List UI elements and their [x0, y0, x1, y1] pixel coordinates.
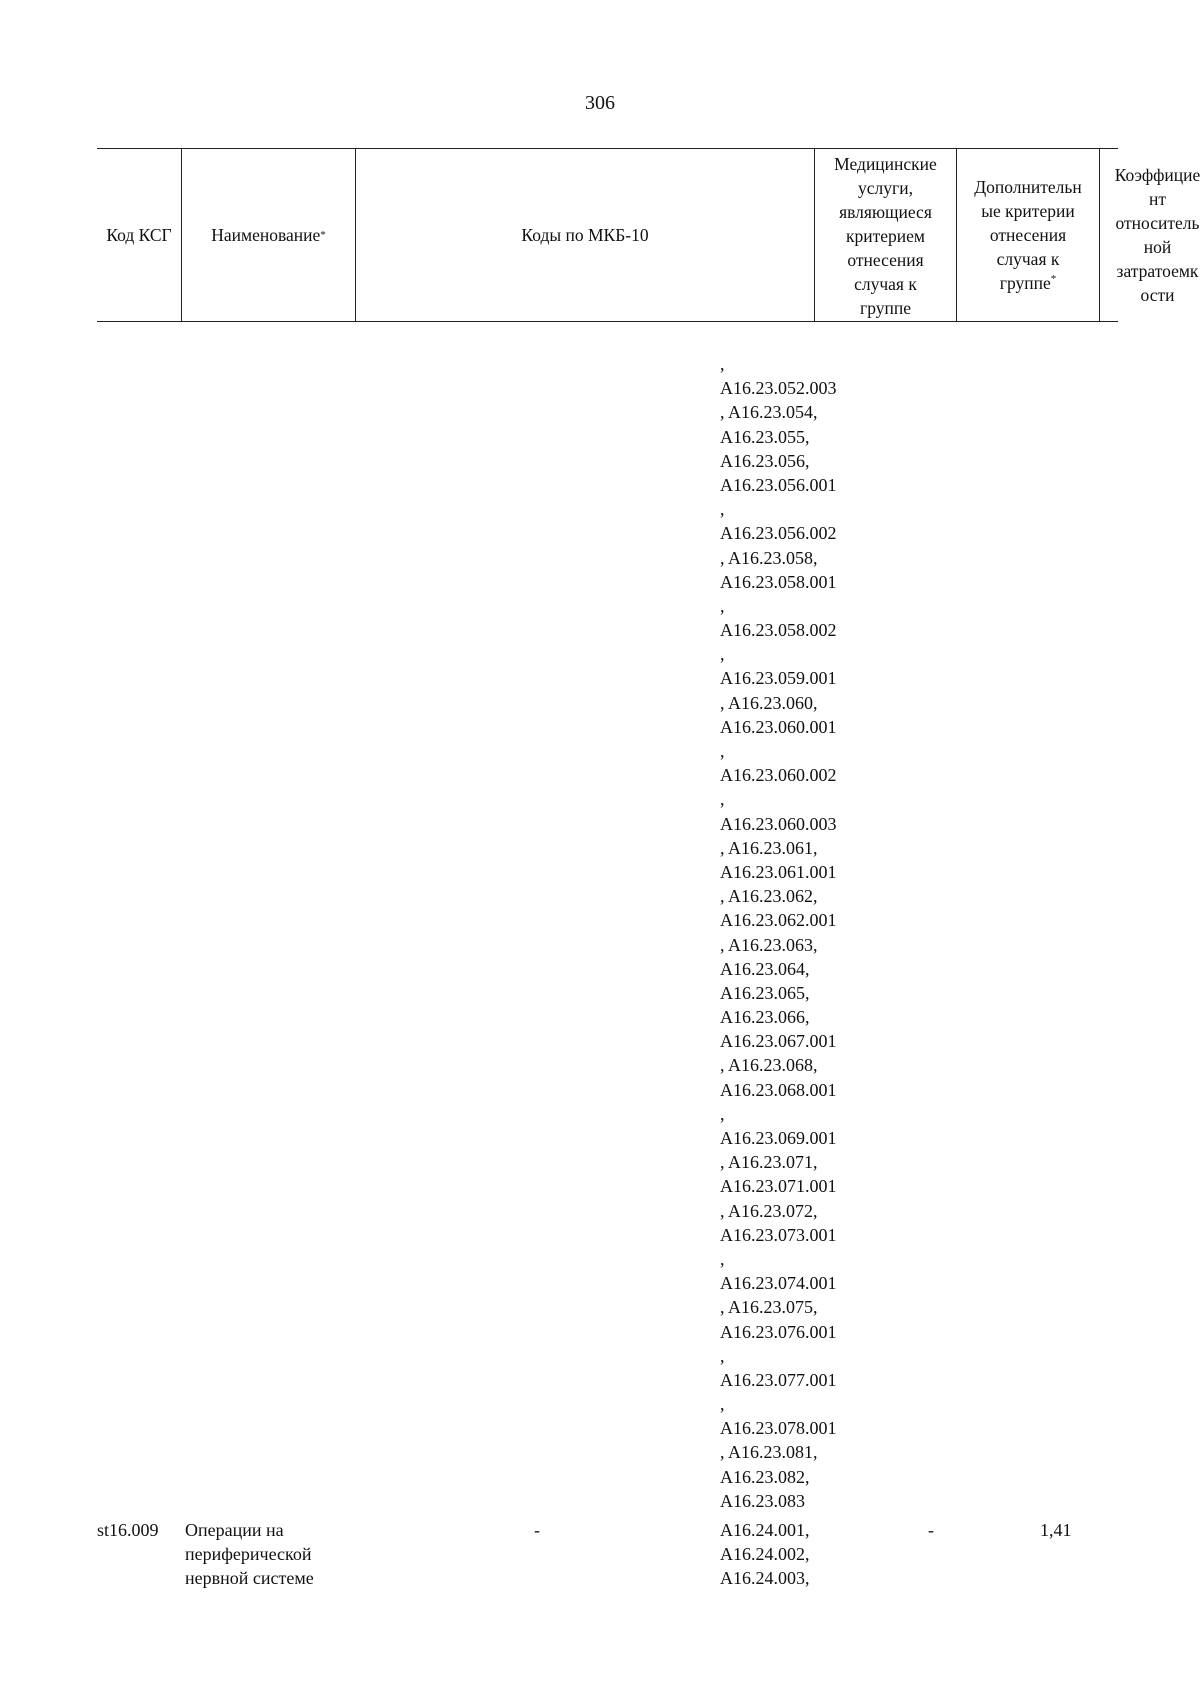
text-line: случая к [996, 249, 1060, 269]
header-mkb-codes: Коды по МКБ-10 [355, 149, 814, 321]
text-line: Дополнительн [974, 177, 1082, 197]
text-line: A16.23.058.002 [720, 620, 837, 641]
text-line: A16.23.068.001 [720, 1079, 837, 1100]
text-line: , [720, 644, 725, 665]
text-line: , [720, 354, 725, 374]
row-mkb-codes: - [534, 1520, 540, 1540]
text-line: случая к [854, 274, 917, 294]
text-line: , A16.23.075, [720, 1297, 818, 1318]
header-medical-services [814, 149, 956, 321]
text-line: A16.23.076.001 [720, 1321, 837, 1342]
text-line: A16.23.060.003 [720, 813, 837, 834]
text-line: ной [1143, 237, 1172, 257]
text-line: A16.23.074.001 [720, 1273, 837, 1294]
text-line: A16.23.082, [720, 1466, 810, 1487]
text-line: Коэффицие [1114, 165, 1200, 185]
row-name [185, 1518, 345, 1591]
text-line: , [720, 1248, 725, 1269]
text-line: A16.23.069.001 [720, 1128, 837, 1148]
text-line: , [720, 499, 725, 520]
text-line: A16.23.060.001 [720, 716, 837, 737]
text-line: , A16.23.063, [720, 934, 818, 955]
row-additional-criteria: - [928, 1520, 934, 1540]
header-coefficient [1099, 149, 1200, 321]
row-coefficient: 1,41 [1040, 1520, 1072, 1540]
text-line: , [720, 1394, 725, 1415]
text-line: , A16.23.068, [720, 1055, 818, 1076]
text-line: A16.23.083 [720, 1490, 805, 1511]
text-line: отнесения [847, 250, 924, 270]
text-line: A16.23.065, [720, 982, 810, 1003]
text-line: , A16.23.054, [720, 402, 818, 423]
row-code: st16.009 [97, 1520, 159, 1540]
text-line: A16.23.056, [720, 450, 810, 471]
header-code-ksg: Код КСГ [106, 225, 172, 245]
text-line: , A16.23.062, [720, 886, 818, 907]
text-line: A16.23.058.001 [720, 571, 837, 592]
text-line: A16.23.052.003 [720, 378, 837, 399]
text-line: A16.24.002, [720, 1544, 810, 1565]
text-line: A16.23.078.001 [720, 1418, 837, 1439]
text-line: A16.23.066, [720, 1007, 810, 1028]
page-number: 306 [585, 92, 615, 114]
text-line: A16.24.001, [720, 1520, 810, 1540]
header-medical-services-text [834, 152, 937, 320]
text-line: A16.24.003, [720, 1568, 810, 1589]
text-line: , [720, 1103, 725, 1124]
header-additional-criteria-text [974, 175, 1082, 295]
text-line: затратоемк [1116, 261, 1199, 281]
text-line: , A16.23.060, [720, 692, 818, 713]
text-line: A16.23.055, [720, 426, 810, 447]
text-line: A16.23.056.001 [720, 474, 837, 495]
text-line: отнесения [989, 225, 1067, 245]
text-line: , A16.23.081, [720, 1442, 818, 1463]
text-line: группе* [999, 273, 1057, 293]
text-line: A16.23.056.002 [720, 523, 837, 544]
header-additional-criteria [956, 149, 1099, 321]
text-line: нт [1148, 189, 1166, 209]
text-line: относитель [1115, 213, 1200, 233]
text-line: , [720, 741, 725, 761]
text-line: , A16.23.072, [720, 1200, 818, 1221]
text-line: Операции на [185, 1520, 284, 1540]
text-line: критерием [845, 226, 925, 246]
text-line: , A16.23.061, [720, 837, 818, 858]
text-line: A16.23.060.002 [720, 765, 837, 786]
text-line: , A16.23.058, [720, 547, 818, 568]
text-line: ые критерии [981, 201, 1075, 221]
text-line: , [720, 595, 725, 616]
text-line: A16.23.067.001 [720, 1031, 837, 1052]
header-coefficient-text [1115, 163, 1200, 307]
text-line: A16.23.061.001 [720, 861, 837, 882]
text-line: A16.23.077.001 [720, 1369, 837, 1390]
text-line: A16.23.071.001 [720, 1176, 837, 1197]
text-line: нервной системе [185, 1568, 314, 1589]
footnote-mark: * [1050, 273, 1057, 286]
text-line: , [720, 1345, 725, 1366]
text-line: ости [1140, 285, 1175, 305]
text-line: A16.23.064, [720, 958, 810, 979]
text-line: , A16.23.071, [720, 1152, 818, 1173]
text-line: A16.23.059.001 [720, 668, 837, 689]
header-name-label: Наименование [211, 225, 321, 245]
text-line: являющиеся [839, 202, 932, 222]
row-medical-services [720, 1518, 860, 1591]
header-name: Наименование * [181, 149, 355, 321]
services-continuation [720, 352, 860, 1513]
text-line: группе [860, 298, 911, 318]
text-line: периферической [185, 1544, 312, 1565]
text-line: A16.23.073.001 [720, 1224, 837, 1245]
text-line: A16.23.062.001 [720, 910, 837, 931]
table-header [97, 148, 1200, 322]
text-line: Медицинские [834, 154, 937, 174]
text-line: услуги, [858, 178, 913, 198]
text-line: , [720, 789, 725, 810]
